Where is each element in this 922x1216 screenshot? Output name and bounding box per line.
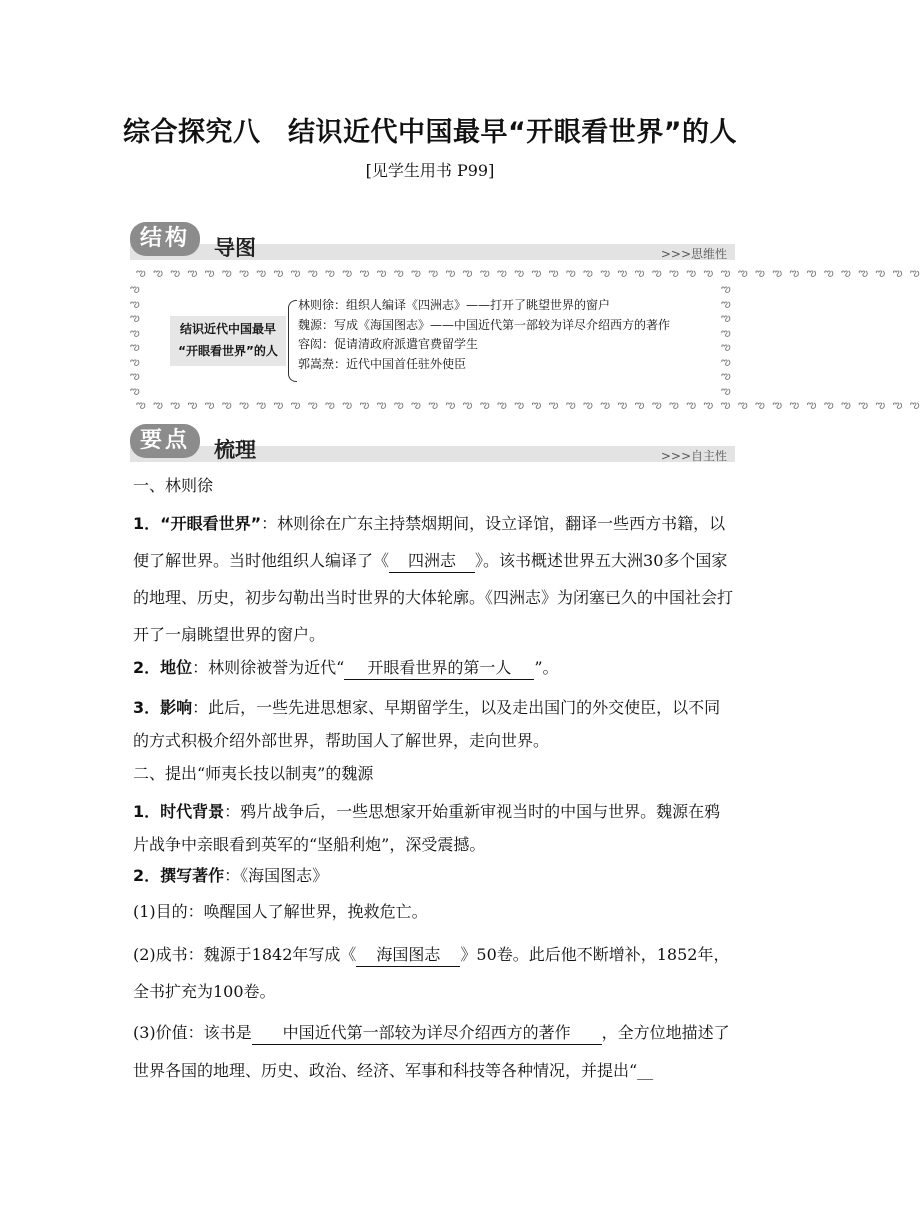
section-tag: >>>自主性: [660, 449, 727, 463]
heading-lin-zexu: 一、林则徐: [133, 476, 214, 495]
page-title: 综合探究八 结识近代中国最早“开眼看世界”的人: [123, 117, 737, 148]
heading-wei-yuan: 二、提出“师夷长技以制夷”的魏源: [133, 764, 374, 783]
answer-blank: 四洲志: [389, 550, 475, 573]
paragraph-influence: 3．影响：此后，一些先进思想家、早期留学生，以及走出国门的外交使臣，以不同的方式积极介绍外部世界，帮助国人了解世界，走向世界。: [133, 698, 721, 750]
answer-blank: 开眼看世界的第一人: [344, 657, 534, 680]
ornament-border-icon: ఌ ఌ ఌ ఌ ఌ ఌ ఌ ఌ ఌ ఌ ఌ ఌ ఌ ఌ ఌ ఌ ఌ ఌ ఌ ఌ ఌ ఌ ఌ ఌ ఌ ఌ ఌ ఌ ఌ ఌ ఌ ఌ ఌ ఌ ఌ ఌ ఌ ఌ ఌ ఌ ఌ ఌ ఌ ఌ ఌ ఌ: [136, 266, 922, 279]
section-name: 导图: [214, 236, 256, 260]
answer-blank: 中国近代第一部较为详尽介绍西方的著作: [252, 1022, 602, 1045]
mind-map-item: 林则徐：组织人编译《四洲志》——打开了眺望世界的窗户: [298, 298, 611, 312]
section-badge: 要点: [130, 424, 200, 458]
section-banner-keypoints: [130, 424, 735, 468]
mind-map-center: 结识近代中国最早 “开眼看世界”的人: [170, 316, 286, 366]
section-tag: >>>思维性: [660, 247, 727, 261]
brace-icon: [288, 300, 297, 382]
section-name: 梳理: [214, 438, 256, 462]
mind-map-item: 容闳：促请清政府派遣官费留学生: [298, 337, 479, 351]
mind-map-items: [298, 296, 670, 374]
ornament-border-icon: ఌ ఌ ఌ ఌ ఌ ఌ ఌ ఌ: [721, 282, 731, 397]
paragraph-work: 2．撰写著作：《海国图志》: [133, 866, 329, 885]
paragraph-background: 1．时代背景：鸦片战争后，一些思想家开始重新审视当时的中国与世界。魏源在鸦片战争中亲眼看到英军的“坚船利炮”，深受震撼。: [133, 802, 721, 854]
paragraph-purpose: (1)目的：唤醒国人了解世界，挽救危亡。: [133, 902, 428, 921]
mind-map-item: 魏源：写成《海国图志》——中国近代第一部较为详尽介绍西方的著作: [298, 317, 671, 332]
book-reference: [见学生用书 P99]: [365, 161, 495, 180]
answer-blank: 海国图志: [356, 944, 460, 967]
section-banner-structure: [130, 222, 735, 266]
section-badge: 结构: [130, 222, 200, 256]
paragraph-value: (3)价值：该书是 中国近代第一部较为详尽介绍西方的著作 ，全方位地描述了世界各国的地理、历史、政治、经济、军事和科技等各种情况，并提出“__: [133, 1023, 730, 1080]
ornament-border-icon: ఌ ఌ ఌ ఌ ఌ ఌ ఌ ఌ: [130, 282, 140, 397]
paragraph-open-eyes: 1．“开眼看世界”：林则徐在广东主持禁烟期间，设立译馆，翻译一些西方书籍，以便了解世界。当时他组织人编译了《 四洲志 》。该书概述世界五大洲30多个国家的地理、历史，初步勾勒出当时世界的大体轮廓。《四洲志》为闭塞已久的中国社会打开了一扇眺望世界的窗户。: [133, 514, 734, 644]
ornament-border-icon: ఌ ఌ ఌ ఌ ఌ ఌ ఌ ఌ ఌ ఌ ఌ ఌ ఌ ఌ ఌ ఌ ఌ ఌ ఌ ఌ ఌ ఌ ఌ ఌ ఌ ఌ ఌ ఌ ఌ ఌ ఌ ఌ ఌ ఌ ఌ ఌ ఌ ఌ ఌ ఌ ఌ ఌ ఌ ఌ ఌ ఌ: [136, 398, 922, 411]
paragraph-compiled: (2)成书：魏源于1842年写成《 海国图志 》50卷。此后他不断增补，1852年，全书扩充为100卷。: [133, 945, 730, 1001]
mind-map-item: 郭嵩焘：近代中国首任驻外使臣: [298, 356, 467, 371]
mind-map: [130, 266, 922, 412]
paragraph-status: 2．地位：林则徐被誉为近代“ 开眼看世界的第一人 ”。: [133, 654, 733, 682]
